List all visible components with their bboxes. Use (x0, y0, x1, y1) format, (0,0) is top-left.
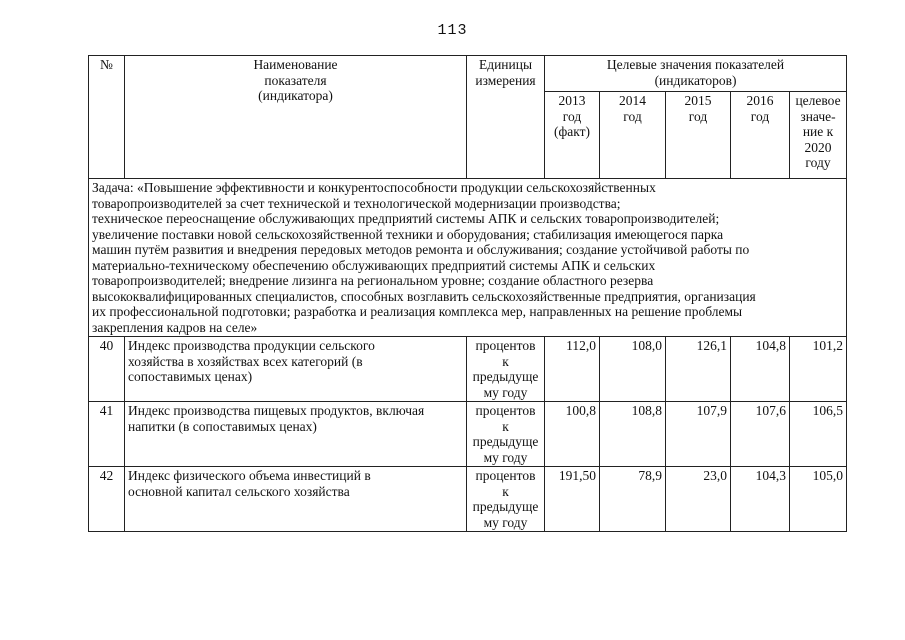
indicator-name (125, 467, 467, 532)
unit-cell (467, 337, 545, 402)
indicator-name-line: сопоставимых ценах) (128, 369, 253, 384)
year-line: год (750, 108, 770, 124)
year-line: год (623, 108, 642, 124)
task-line: товаропроизводителей за счет технической и технологической модернизации производства; (92, 195, 621, 211)
task-line: техническое переоснащение обслуживающих предприятий системы АПК и сельских товаропроизводителей; (92, 211, 720, 226)
table-row (89, 467, 847, 532)
task-line: машин путём развития и внедрения передовых методов ремонта и обслуживания; создание устойчивой работы по (92, 242, 750, 257)
unit-line: процентов (475, 338, 536, 353)
unit-cell (467, 467, 545, 532)
year-line: 2015 (684, 93, 712, 108)
year-line: 2013 (558, 93, 586, 108)
year-header-2015 (666, 92, 731, 179)
year-line: целевое (795, 93, 841, 108)
col-name-line: Наименование (253, 57, 338, 72)
task-line: материально-техническому обеспечению обслуживающих предприятий системы АПК и сельских (92, 257, 656, 273)
task-line: закрепления кадров на селе» (92, 319, 258, 335)
value-2020: 106,5 (790, 402, 847, 467)
year-line: 2014 (619, 93, 646, 108)
year-line: году (805, 155, 831, 170)
value-2014: 108,8 (600, 402, 666, 467)
task-description (89, 179, 847, 337)
table-row (89, 337, 847, 402)
group-title-line: (индикаторов) (654, 72, 737, 88)
indicator-name-line: Индекс физического объема инвестиций в (128, 468, 371, 483)
indicator-name-line: хозяйства в хозяйствах всех категорий (в (128, 353, 363, 369)
year-line: год (562, 108, 582, 124)
indicator-name-line: Индекс производства продукции сельского (128, 338, 375, 353)
col-unit-header (467, 56, 545, 179)
value-2013: 191,50 (545, 467, 600, 532)
value-2015: 107,9 (666, 402, 731, 467)
indicators-table (88, 55, 847, 532)
value-2015: 23,0 (666, 467, 731, 532)
task-line: товаропроизводителей; внедрение лизинга на региональном уровне; создание областного резерва (92, 273, 654, 288)
task-line: увеличение поставки новой сельскохозяйственной техники и оборудования; стабилизация имеющегося парка (92, 226, 724, 242)
unit-cell (467, 402, 545, 467)
value-2020: 105,0 (790, 467, 847, 532)
indicator-name-line: основной капитал сельского хозяйства (128, 483, 350, 499)
value-2016: 104,3 (731, 467, 790, 532)
unit-line: процентов (475, 403, 536, 418)
unit-line: к (502, 353, 509, 369)
indicator-name-line: Индекс производства пищевых продуктов, включая (128, 403, 425, 418)
unit-line: процентов (475, 468, 536, 483)
year-header-2013 (545, 92, 600, 179)
table-row (89, 402, 847, 467)
value-2013: 112,0 (545, 337, 600, 402)
unit-line: предыдуще (472, 499, 539, 514)
year-line: ние к (802, 124, 834, 139)
year-header-2016 (731, 92, 790, 179)
value-2020: 101,2 (790, 337, 847, 402)
unit-line: к (502, 483, 509, 499)
task-row (89, 179, 847, 337)
row-number: 40 (89, 337, 125, 402)
row-number: 42 (89, 467, 125, 532)
value-2013: 100,8 (545, 402, 600, 467)
col-name-line: (индикатора) (258, 88, 333, 103)
year-header-2014 (600, 92, 666, 179)
unit-line: к (502, 418, 509, 434)
col-name-header (125, 56, 467, 179)
unit-line: предыдуще (472, 369, 539, 384)
unit-line: му году (483, 384, 528, 400)
year-header-2020-target (790, 92, 847, 179)
year-line: значе- (800, 108, 836, 124)
group-title-line: Целевые значения показателей (606, 57, 785, 72)
year-line: 2016 (746, 93, 774, 108)
task-line: Задача: «Повышение эффективности и конкурентоспособности продукции сельскохозяйственных (92, 180, 656, 195)
target-values-header (545, 56, 847, 92)
col-unit-line: измерения (475, 72, 536, 88)
indicator-name-line: напитки (в сопоставимых ценах) (128, 418, 317, 434)
value-2014: 78,9 (600, 467, 666, 532)
indicator-name (125, 337, 467, 402)
task-line: их профессиональной подготовки; разработка и реализация комплекса мер, направленных на решение проблемы (92, 304, 743, 319)
value-2016: 107,6 (731, 402, 790, 467)
task-line: высококвалифицированных специалистов, способных возглавить сельскохозяйственные предприятия, организация (92, 288, 756, 304)
value-2015: 126,1 (666, 337, 731, 402)
page-number: 113 (437, 22, 468, 39)
year-line: 2020 (804, 139, 832, 155)
year-line: год (688, 108, 708, 124)
unit-line: предыдуще (472, 434, 539, 449)
value-2014: 108,0 (600, 337, 666, 402)
row-number: 41 (89, 402, 125, 467)
col-number-header: № (89, 56, 125, 179)
indicator-name (125, 402, 467, 467)
unit-line: му году (483, 449, 528, 465)
unit-line: му году (483, 514, 528, 530)
value-2016: 104,8 (731, 337, 790, 402)
col-name-line: показателя (264, 72, 327, 88)
header-row-1 (89, 56, 847, 92)
col-unit-line: Единицы (478, 57, 533, 72)
year-line: (факт) (553, 124, 590, 139)
